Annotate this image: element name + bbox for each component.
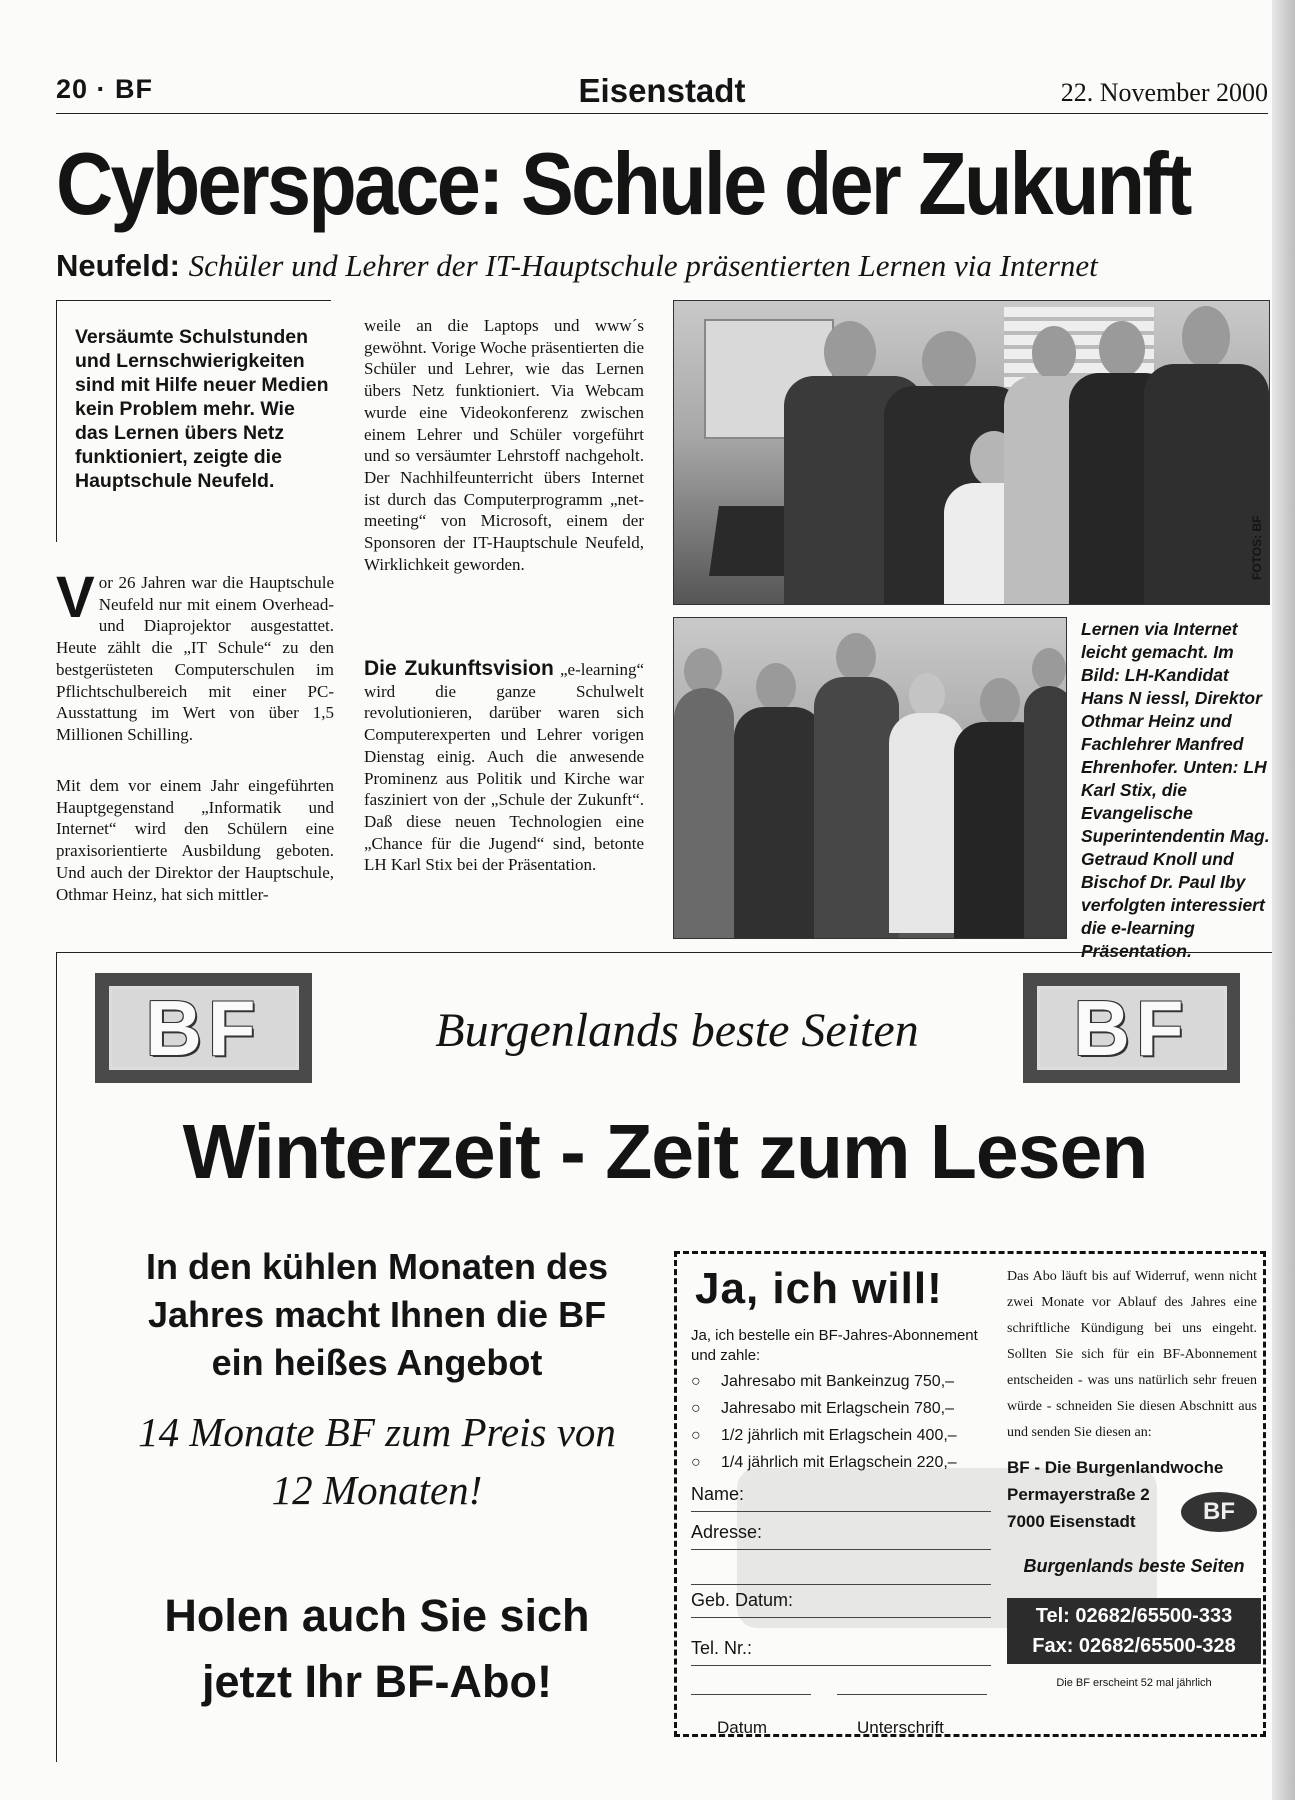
fax-number: Fax: 02682/65500-328 xyxy=(1032,1635,1236,1657)
bf-logo-text: BF xyxy=(109,986,299,1070)
bf-logo-text: BF xyxy=(1037,986,1227,1070)
dropcap-letter: V xyxy=(56,565,95,630)
article-paragraph-2-part-1: Mit dem vor einem Jahr eingeführten Hauptgegenstand „Informatik und Internet“ wird den Schülern eine praxisorientierte Ausbildung geboten. Und auch der Direktor der Hauptschule, Othmar Heinz, hat sich mittler- xyxy=(56,776,334,904)
article-paragraph-3 xyxy=(364,658,644,876)
coupon-title: Ja, ich will! xyxy=(695,1264,943,1313)
page-number-label: 20 · BF xyxy=(56,74,154,104)
photo-caption: Lernen via Internet leicht gemacht. Im Bild: LH-Kandidat Hans N iessl, Direktor Othmar Heinz und Fachlehrer Manfred Ehrenhofer. Unten: LH Karl Stix, die Evangelische Superintendentin Mag. Getraud Knoll und Bischof Dr. Paul Iby verfolgten interessiert die e-learning Präsentation. xyxy=(1081,619,1270,961)
address-line-1: BF - Die Burgenlandwoche xyxy=(1007,1458,1224,1477)
phone-field[interactable]: Tel. Nr.: xyxy=(691,1638,991,1666)
subscription-coupon[interactable] xyxy=(674,1251,1266,1737)
subscription-advert xyxy=(56,952,1272,1762)
article-subhead-vision: Die Zukunftsvision xyxy=(364,657,554,680)
publication-frequency: Die BF erscheint 52 mal jährlich xyxy=(1056,1677,1212,1689)
issue-date: 22. November 2000 xyxy=(1060,78,1268,107)
coupon-intro: Ja, ich bestelle ein BF-Jahres-Abonnement und zahle: xyxy=(691,1327,978,1364)
bf-logo-left xyxy=(95,973,312,1083)
signature-line[interactable] xyxy=(837,1694,987,1695)
birthdate-field[interactable]: Geb. Datum: xyxy=(691,1590,991,1618)
bf-logo-right xyxy=(1023,973,1240,1083)
address-line-city: 7000 Eisenstadt xyxy=(1007,1512,1136,1531)
advert-title: Winterzeit - Zeit zum Lesen xyxy=(182,1109,1148,1195)
coupon-slogan: Burgenlands beste Seiten xyxy=(1023,1556,1245,1576)
address-field[interactable]: Adresse: xyxy=(691,1522,991,1550)
page-edge-shadow xyxy=(1272,0,1295,1800)
article-paragraph-1 xyxy=(56,565,334,746)
address-line-2[interactable] xyxy=(691,1584,991,1585)
option-radio[interactable]: ○ 1/2 jährlich mit Erlagschein 400,– xyxy=(691,1422,1001,1449)
subheadline-text: Schüler und Lehrer der IT-Hauptschule präsentierten Lernen via Internet xyxy=(188,248,1098,283)
coupon-terms: Das Abo läuft bis auf Widerruf, wenn nicht zwei Monate vor Ablauf des Jahres eine schriftliche Kündigung bei uns eingeht. Sollten Sie sich für ein BF-Abonnement entscheiden - was uns natürlich sehr freuen würde - schneiden Sie diesen Abschnitt aus und senden Sie diesen an: xyxy=(1007,1269,1257,1440)
option-radio[interactable]: ○ 1/4 jährlich mit Erlagschein 220,– xyxy=(691,1449,1001,1476)
advert-tagline: Burgenlands beste Seiten xyxy=(435,1004,919,1057)
contact-box xyxy=(1007,1598,1261,1664)
bf-logo-small: BF xyxy=(1181,1492,1257,1532)
paragraph-3-text: „e-learning“ wird die ganze Schulwelt revolutionieren, darüber waren sich Computerexperten und Lehrer vorigen Dienstag einig. Auch die anwesende Prominenz aus Politik und Kirche war fasziniert von der „Schule der Zukunft“. Daß diese neuen Technologien eine „Chance für die Jugend“ sind, betonte LH Karl Stix bei der Präsentation. xyxy=(364,660,644,875)
advert-pitch: In den kühlen Monaten des Jahres macht Ihnen die BF ein heißes Angebot xyxy=(145,1246,609,1383)
date-line[interactable] xyxy=(691,1694,811,1695)
signature-label: Unterschrift xyxy=(857,1718,944,1737)
article-lead: Versäumte Schulstunden und Lernschwierigkeiten sind mit Hilfe neuer Medien kein Problem mehr. Wie das Lernen übers Netz funktioniert, zeigte die Hauptschule Neufeld. xyxy=(56,300,331,542)
photo-classroom-laptop xyxy=(673,300,1270,605)
coupon-options xyxy=(691,1368,1001,1476)
section-title: Eisenstadt xyxy=(578,72,746,109)
paragraph-1-text: or 26 Jahren war die Hauptschule Neufeld nur mit einem Overhead- und Diaprojektor ausgestattet. Heute zählt die „IT Schule“ zu den bestgerüsteten Computerschulen im Pflichtschulbereich mit einer PC-Ausstattung im Wert von über 1,5 Millionen Schilling. xyxy=(56,573,334,744)
article-subheadline xyxy=(56,248,1268,284)
advert-call-to-action: Holen auch Sie sich jetzt Ihr BF-Abo! xyxy=(164,1590,590,1707)
option-radio[interactable]: ○ Jahresabo mit Bankeinzug 750,– xyxy=(691,1368,1001,1395)
address-line-street: Permayerstraße 2 xyxy=(1007,1485,1150,1504)
name-field[interactable]: Name: xyxy=(691,1484,991,1512)
phone-number: Tel: 02682/65500-333 xyxy=(1035,1605,1233,1627)
option-radio[interactable]: ○ Jahresabo mit Erlagschein 780,– xyxy=(691,1395,1001,1422)
page-header xyxy=(56,70,1268,114)
photo-credit: FOTOS: BF xyxy=(1250,515,1264,580)
kicker-location: Neufeld: xyxy=(56,248,180,283)
advert-offer: 14 Monate BF zum Preis von 12 Monaten! xyxy=(138,1409,616,1513)
article-paragraph-2-part-2: weile an die Laptops und www´s gewöhnt. Vorige Woche präsentierten die Schüler und Lehrer, wie das Lernen übers Netz funktioniert. Via Webcam wurde eine Videokonferenz zwischen einem Lehrer und Schüler vorgeführt und so versäumter Lehrstoff nachgeholt. Der Nachhilfeunterricht übers Internet ist durch das Computerprogramm „net-meeting“ von Microsoft, einem der Sponsoren der IT-Hauptschule Neufeld, Wirklichkeit geworden. xyxy=(364,316,644,574)
article-headline: Cyberspace: Schule der Zukunft xyxy=(56,134,1190,233)
date-label: Datum xyxy=(717,1718,768,1737)
photo-group-presentation xyxy=(673,617,1067,939)
